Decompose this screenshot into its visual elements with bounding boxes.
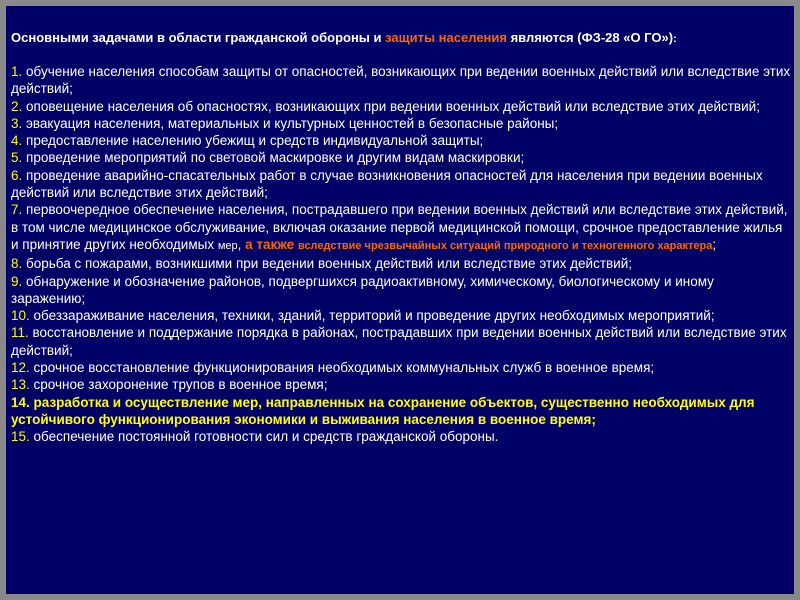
item-text: обеспечение постоянной готовности сил и средств гражданской обороны.	[29, 429, 499, 445]
item-number: 12.	[11, 360, 30, 376]
list-item-13	[11, 376, 791, 393]
list-item-6	[11, 167, 791, 202]
item-number: 15.	[11, 429, 30, 445]
item-text: предоставление населению убежищ и средств индивидуальной защиты;	[22, 133, 484, 149]
tasks-list	[11, 63, 791, 446]
item-text-small: мер	[217, 239, 238, 252]
list-item-7	[11, 201, 791, 255]
item-text: обнаружение и обозначение районов, подвергшихся радиоактивному, химическому, биологическому и иному заражению;	[11, 273, 714, 306]
list-item-8	[11, 255, 791, 272]
list-item-4	[11, 132, 791, 149]
item-text: эвакуация населения, материальных и культурных ценностей в безопасные районы;	[22, 115, 559, 131]
item-number: 8.	[11, 256, 23, 272]
list-item-14	[11, 394, 791, 429]
list-item-2	[11, 98, 791, 115]
item-number: 5.	[11, 150, 23, 166]
item-text: разработка и осуществление мер, направленных на сохранение объектов, существенно необходимых для устойчивого функционирования экономики и выживания населения в военное время;	[11, 394, 755, 427]
item-number: 11.	[11, 325, 29, 341]
item-number: 3.	[11, 115, 23, 131]
slide-title	[11, 30, 791, 47]
item-text: борьба с пожарами, возникшими при ведении военных действий или вследствие этих действий;	[22, 256, 633, 272]
item-highlight-small: вследствие чрезвычайных ситуаций природного и техногенного характера	[297, 239, 713, 252]
list-item-15	[11, 428, 791, 445]
title-part-1: Основными задачами в области гражданской обороны и	[11, 30, 386, 45]
item-number: 9.	[11, 273, 23, 289]
item-number: 7.	[11, 202, 23, 218]
item-text: срочное восстановление функционирования необходимых коммунальных служб в военное время;	[29, 360, 655, 376]
item-text: первоочередное обеспечение населения, пострадавшего при ведении военных действий или вследствие этих действий, в том числе медицинское обслуживание, включая оказание первой медицинской помощи, срочное предоставление жилья и принятие других необходимых	[11, 202, 788, 252]
title-highlight: защиты населения	[385, 30, 507, 45]
list-item-9	[11, 273, 791, 308]
item-number: 10.	[11, 308, 30, 324]
list-item-11	[11, 324, 791, 359]
item-text: обеззараживание населения, техники, зданий, территорий и проведение других необходимых мероприятий;	[29, 308, 715, 324]
item-text: восстановление и поддержание порядка в районах, пострадавших при ведении военных действий или вследствие этих действий;	[11, 325, 787, 358]
item-text: проведение аварийно-спасательных работ в случае возникновения опасностей для населения при ведении военных действий или вследствие этих действий;	[11, 167, 763, 201]
item-text: обучение населения способам защиты от опасностей, возникающих при ведении военных действий или вследствие этих действий;	[11, 64, 791, 97]
item-text: срочное захоронение трупов в военное время;	[29, 377, 328, 393]
list-item-12	[11, 359, 791, 376]
item-text-tail: ,	[237, 236, 246, 252]
item-number: 14.	[11, 394, 30, 410]
list-item-3	[11, 115, 791, 132]
item-text: проведение мероприятий по световой маскировке и другим видам маскировки;	[22, 150, 525, 166]
item-number: 6.	[11, 167, 23, 183]
title-part-3: являются (ФЗ-28 «О ГО»)	[506, 30, 674, 45]
item-number: 13.	[11, 377, 30, 393]
list-item-1	[11, 63, 791, 98]
item-number: 4.	[11, 133, 23, 149]
list-item-10	[11, 307, 791, 324]
item-text: оповещение населения об опасностях, возникающих при ведении военных действий или вследствие этих действий;	[22, 98, 760, 114]
item-number: 1.	[11, 64, 23, 79]
item-highlight: а также	[245, 236, 298, 252]
item-number: 2.	[11, 98, 23, 114]
slide	[6, 6, 794, 594]
list-item-5	[11, 149, 791, 166]
title-colon: :	[673, 33, 677, 45]
item-highlight-end: ;	[712, 236, 717, 252]
